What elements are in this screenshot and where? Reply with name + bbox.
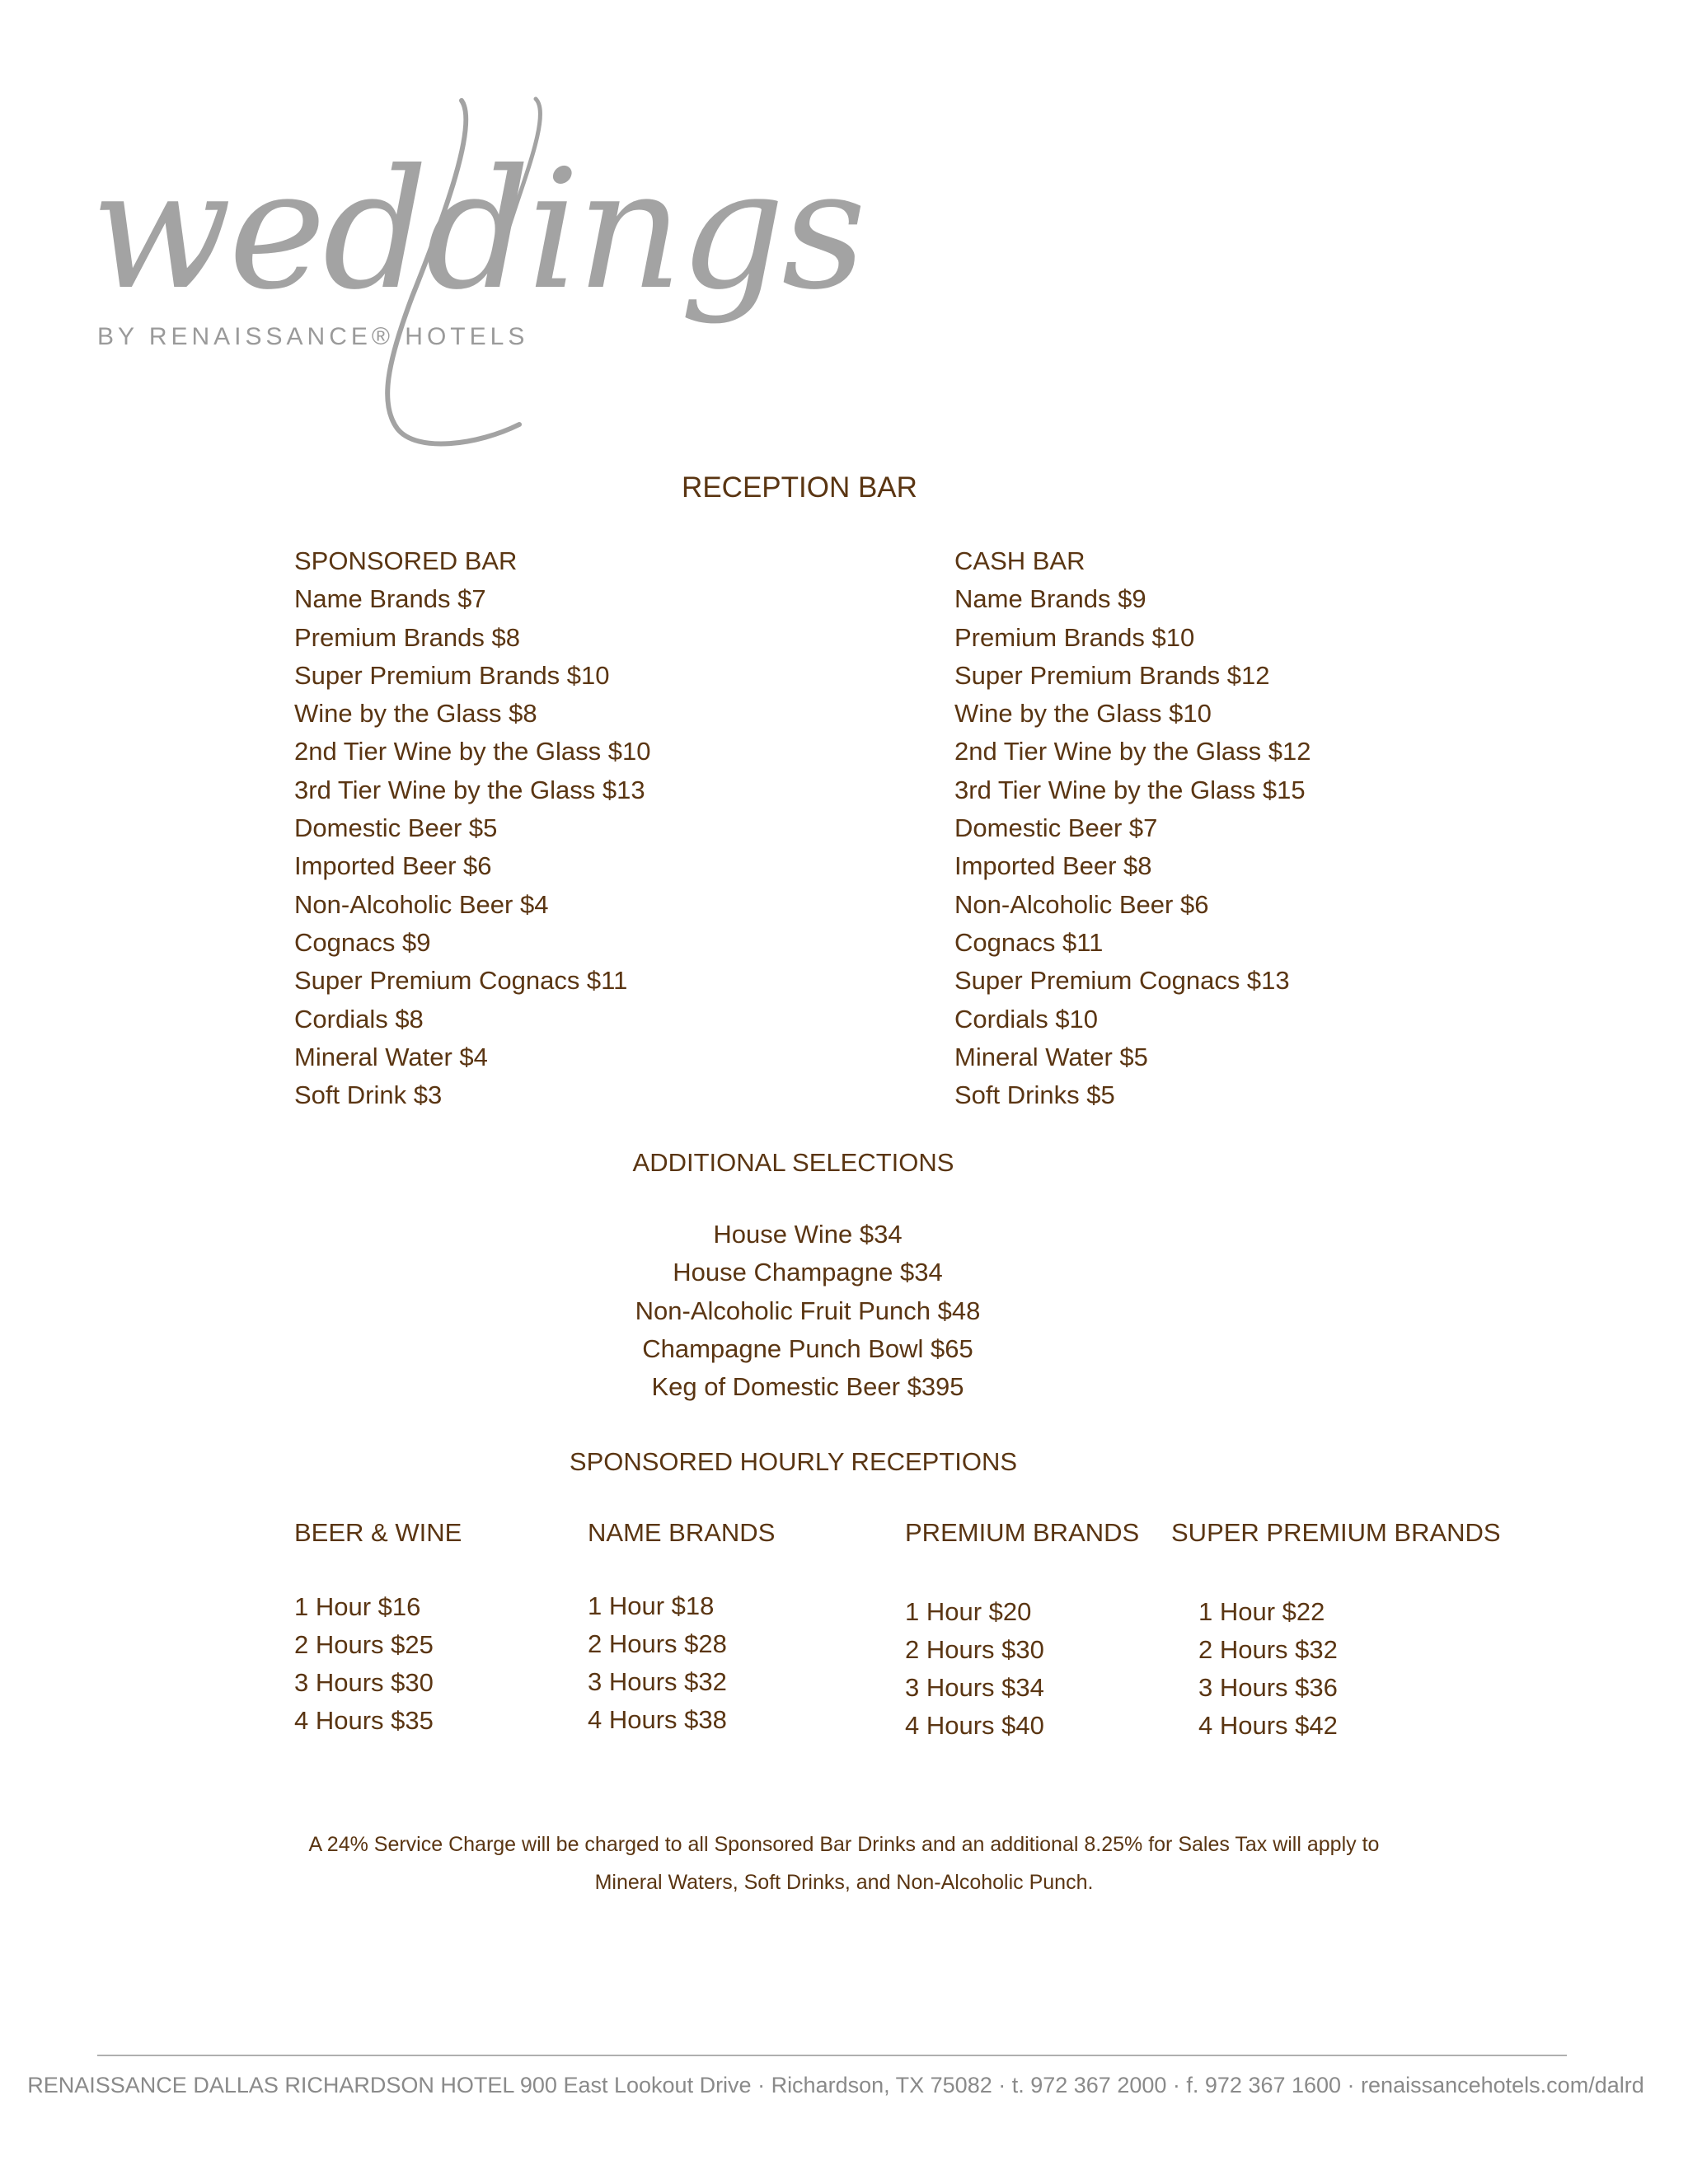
list-item: 3 Hours $36 [1198,1673,1338,1702]
cash-bar-heading: CASH BAR [954,546,1085,575]
additional-selections-list [0,1216,1615,1406]
list-item: 3 Hours $32 [588,1667,727,1696]
list-item: 2 Hours $32 [1198,1635,1338,1664]
note-line: A 24% Service Charge will be charged to all Sponsored Bar Drinks and an additional 8.25% for Sales Tax will apply to [308,1833,1380,1856]
list-item: 3 Hours $34 [905,1673,1044,1702]
list-item: Wine by the Glass $10 [954,699,1212,729]
list-item: Mineral Water $4 [294,1042,488,1071]
list-item: Keg of Domestic Beer $395 [651,1372,964,1402]
list-item: Wine by the Glass $8 [294,699,537,729]
list-item: 3rd Tier Wine by the Glass $13 [294,775,645,804]
list-item: Imported Beer $8 [954,851,1152,881]
list-item: Cognacs $11 [954,927,1104,957]
list-item: 1 Hour $22 [1198,1597,1325,1626]
list-item: 3rd Tier Wine by the Glass $15 [954,775,1306,804]
list-item: 1 Hour $18 [588,1591,715,1620]
list-item: 4 Hours $35 [294,1706,434,1735]
list-item: 2 Hours $25 [294,1630,434,1659]
sponsored-bar-heading: SPONSORED BAR [294,546,518,575]
footer-divider [97,2055,1567,2056]
footer-address: RENAISSANCE DALLAS RICHARDSON HOTEL 900 East Lookout Drive · Richardson, TX 75082 · t. 972 367 2000 · f. 972 367 1600 · renaissancehotels.com/dalrd [27,2073,1644,2097]
list-item: 4 Hours $40 [905,1711,1044,1740]
list-item: Super Premium Brands $10 [294,660,610,690]
weddings-logo [91,91,864,462]
list-item: Name Brands $7 [294,584,486,614]
list-item: Premium Brands $10 [954,622,1195,652]
list-item: 2nd Tier Wine by the Glass $12 [954,737,1311,766]
hourly-receptions-heading: SPONSORED HOURLY RECEPTIONS [569,1447,1018,1476]
list-item: Mineral Water $5 [954,1042,1148,1071]
additional-selections-heading: ADDITIONAL SELECTIONS [632,1148,954,1177]
list-item: House Wine $34 [713,1220,903,1249]
hourly-column-heading: NAME BRANDS [588,1518,776,1547]
list-item: Champagne Punch Bowl $65 [642,1333,973,1363]
service-charge-note [0,1825,1688,1901]
hourly-column-heading: SUPER PREMIUM BRANDS [1171,1518,1501,1547]
logo-wordmark: weddings [91,134,864,326]
list-item: 2 Hours $30 [905,1635,1044,1664]
list-item: 4 Hours $38 [588,1705,727,1734]
list-item: 4 Hours $42 [1198,1711,1338,1740]
list-item: House Champagne $34 [673,1258,943,1287]
list-item: Cordials $10 [954,1004,1099,1033]
list-item: Non-Alcoholic Fruit Punch $48 [635,1296,981,1325]
hourly-column-heading: PREMIUM BRANDS [905,1518,1140,1547]
list-item: Soft Drinks $5 [954,1080,1115,1110]
list-item: Non-Alcoholic Beer $6 [954,889,1209,919]
list-item: Premium Brands $8 [294,622,520,652]
list-item: 2 Hours $28 [588,1629,727,1658]
list-item: Domestic Beer $7 [954,813,1158,843]
list-item: 3 Hours $30 [294,1668,434,1697]
list-item: Super Premium Cognacs $11 [294,966,628,996]
list-item: Domestic Beer $5 [294,813,498,843]
list-item: Cognacs $9 [294,927,431,957]
sponsored-bar-column [294,542,651,1114]
list-item: Name Brands $9 [954,584,1146,614]
list-item: Imported Beer $6 [294,851,492,881]
note-line: Mineral Waters, Soft Drinks, and Non-Alcoholic Punch. [594,1871,1094,1894]
list-item: Super Premium Cognacs $13 [954,966,1290,996]
list-item: 2nd Tier Wine by the Glass $10 [294,737,651,766]
list-item: Non-Alcoholic Beer $4 [294,889,549,919]
list-item: 1 Hour $16 [294,1592,421,1621]
hourly-column-heading: BEER & WINE [294,1518,462,1547]
list-item: Cordials $8 [294,1004,424,1033]
list-item: 1 Hour $20 [905,1597,1032,1626]
list-item: Super Premium Brands $12 [954,660,1270,690]
page-title: RECEPTION BAR [682,471,917,504]
cash-bar-column [954,542,1311,1114]
logo-subtitle: BY RENAISSANCE® HOTELS [97,323,529,350]
list-item: Soft Drink $3 [294,1080,443,1110]
